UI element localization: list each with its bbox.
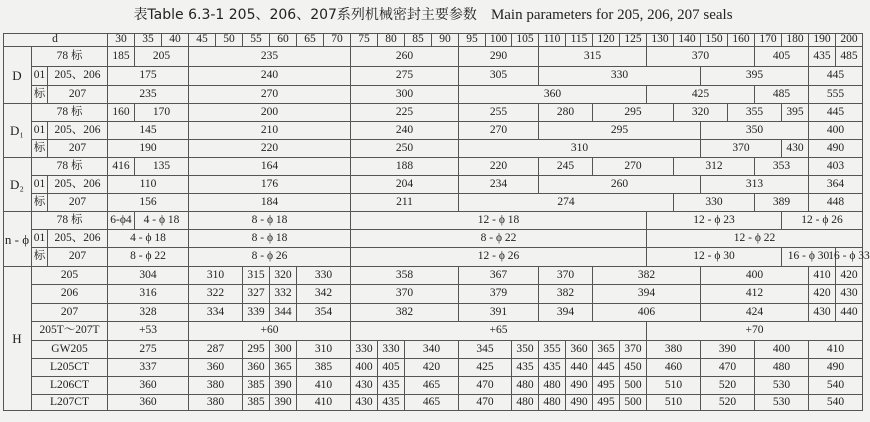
h-row-l205ct: 360 bbox=[243, 359, 270, 377]
h-row-gw205: 345 bbox=[459, 341, 512, 359]
h-row-label: 207 bbox=[32, 304, 108, 322]
group-01-label: 01 bbox=[32, 67, 48, 86]
h-row-l207ct: 510 bbox=[647, 395, 701, 411]
h-row-gw205: 400 bbox=[755, 341, 809, 359]
h-row-l206ct: 530 bbox=[755, 377, 809, 395]
header-d-value: 130 bbox=[647, 33, 674, 47]
h-row-gw205: 390 bbox=[701, 341, 755, 359]
h-row-205: 382 bbox=[593, 267, 701, 285]
header-d-value: 190 bbox=[809, 33, 836, 47]
nphi-row-205-206: 8 - ϕ 18 bbox=[189, 230, 351, 248]
nphi-row-78: 4 - ϕ 18 bbox=[135, 212, 189, 230]
d1-row-207: 190 bbox=[108, 140, 189, 158]
h-row-207: 440 bbox=[836, 304, 863, 322]
h-row-gw205: 355 bbox=[539, 341, 566, 359]
d-row-78: 290 bbox=[459, 47, 539, 67]
h-row-l207ct: 385 bbox=[243, 395, 270, 411]
d-row-207: 555 bbox=[809, 86, 863, 104]
d2-row-78: 164 bbox=[189, 158, 351, 176]
nphi-row-207: 8 - ϕ 22 bbox=[108, 248, 189, 267]
section-label: D bbox=[3, 47, 32, 104]
h-row-207: 328 bbox=[108, 304, 189, 322]
h-row-l205ct: 480 bbox=[755, 359, 809, 377]
section-label: H bbox=[3, 267, 32, 411]
d-row-78: 370 bbox=[647, 47, 755, 67]
d1-row-207: 310 bbox=[459, 140, 701, 158]
h-row-205: 420 bbox=[836, 267, 863, 285]
h-row-l207ct: 360 bbox=[108, 395, 189, 411]
h-row-l207ct: 410 bbox=[297, 395, 351, 411]
h-row-l205ct: 490 bbox=[809, 359, 863, 377]
h-row-l205ct: 470 bbox=[701, 359, 755, 377]
h-row-l207ct: 530 bbox=[755, 395, 809, 411]
nphi-row-205-206: 4 - ϕ 18 bbox=[108, 230, 189, 248]
row-label-205-206: 205、206 bbox=[48, 122, 108, 140]
h-row-gw205: 370 bbox=[620, 341, 647, 359]
h-row-l205ct: 365 bbox=[270, 359, 297, 377]
d2-row-78: 188 bbox=[351, 158, 459, 176]
h-row-gw205: 410 bbox=[809, 341, 863, 359]
d1-row-78: 320 bbox=[674, 104, 728, 122]
d1-row-205-206: 295 bbox=[539, 122, 701, 140]
h-row-l205ct: 440 bbox=[566, 359, 593, 377]
h-row-l207ct: 540 bbox=[809, 395, 863, 411]
nphi-row-207: 16 - ϕ 30 bbox=[782, 248, 836, 267]
d1-row-205-206: 400 bbox=[809, 122, 863, 140]
row-label-207: 207 bbox=[48, 140, 108, 158]
h-row-207: 354 bbox=[297, 304, 351, 322]
nphi-row-78: 12 - ϕ 26 bbox=[782, 212, 863, 230]
h-row-205: 370 bbox=[539, 267, 593, 285]
d-row-205-206: 330 bbox=[539, 67, 701, 86]
std-label: 78 标 bbox=[32, 212, 108, 230]
d1-row-78: 355 bbox=[728, 104, 782, 122]
h-row-l206ct: 410 bbox=[297, 377, 351, 395]
header-d-value: 55 bbox=[243, 33, 270, 47]
header-d-value: 100 bbox=[486, 33, 512, 47]
h-row-gw205: 300 bbox=[270, 341, 297, 359]
h-row-206: 394 bbox=[593, 285, 701, 304]
group-01-label: 01 bbox=[32, 122, 48, 140]
h-row-l207ct: 495 bbox=[593, 395, 620, 411]
h-row-l206ct: 510 bbox=[647, 377, 701, 395]
row-label-205-206: 205、206 bbox=[48, 176, 108, 194]
h-row-l206ct: 495 bbox=[593, 377, 620, 395]
h-row-205t-207t: +65 bbox=[351, 322, 647, 341]
h-row-205: 367 bbox=[459, 267, 539, 285]
table-title bbox=[0, 4, 866, 24]
d-row-205-206: 445 bbox=[809, 67, 863, 86]
h-row-label: 205 bbox=[32, 267, 108, 285]
d1-row-78: 170 bbox=[135, 104, 189, 122]
d1-row-207: 250 bbox=[351, 140, 459, 158]
nphi-row-205-206: 8 - ϕ 22 bbox=[351, 230, 647, 248]
h-row-l205ct: 337 bbox=[108, 359, 189, 377]
d2-row-78: 245 bbox=[539, 158, 593, 176]
std-label: 78 标 bbox=[32, 47, 108, 67]
h-row-label: L205CT bbox=[32, 359, 108, 377]
row-label-205-206: 205、206 bbox=[48, 67, 108, 86]
d2-row-207: 211 bbox=[351, 194, 459, 212]
d-row-205-206: 175 bbox=[108, 67, 189, 86]
d-row-207: 300 bbox=[351, 86, 459, 104]
d2-row-205-206: 110 bbox=[108, 176, 189, 194]
header-d-value: 110 bbox=[539, 33, 566, 47]
header-d-value: 180 bbox=[782, 33, 809, 47]
h-row-gw205: 350 bbox=[512, 341, 539, 359]
d-row-78: 405 bbox=[755, 47, 809, 67]
d-row-205-206: 305 bbox=[459, 67, 539, 86]
d-row-207: 360 bbox=[459, 86, 647, 104]
h-row-207: 382 bbox=[351, 304, 459, 322]
nphi-row-207: 8 - ϕ 26 bbox=[189, 248, 351, 267]
d1-row-78: 200 bbox=[189, 104, 351, 122]
h-row-205: 304 bbox=[108, 267, 189, 285]
d-row-78: 185 bbox=[108, 47, 135, 67]
h-row-l205ct: 385 bbox=[297, 359, 351, 377]
h-row-206: 316 bbox=[108, 285, 189, 304]
h-row-206: 370 bbox=[351, 285, 459, 304]
h-row-l205ct: 435 bbox=[512, 359, 539, 377]
d2-row-205-206: 204 bbox=[351, 176, 459, 194]
d-row-207: 425 bbox=[647, 86, 755, 104]
d2-row-78: 220 bbox=[459, 158, 539, 176]
d1-row-205-206: 145 bbox=[108, 122, 189, 140]
h-row-l206ct: 480 bbox=[512, 377, 539, 395]
header-d-value: 85 bbox=[405, 33, 432, 47]
h-row-label: 206 bbox=[32, 285, 108, 304]
h-row-l206ct: 480 bbox=[539, 377, 566, 395]
d1-row-205-206: 270 bbox=[459, 122, 539, 140]
h-row-l207ct: 480 bbox=[539, 395, 566, 411]
h-row-206: 430 bbox=[836, 285, 863, 304]
h-row-label: L207CT bbox=[32, 395, 108, 411]
h-row-l207ct: 480 bbox=[512, 395, 539, 411]
d2-row-207: 330 bbox=[674, 194, 755, 212]
h-row-206: 327 bbox=[243, 285, 270, 304]
h-row-l205ct: 435 bbox=[539, 359, 566, 377]
d1-row-78: 160 bbox=[108, 104, 135, 122]
d2-row-207: 156 bbox=[108, 194, 189, 212]
h-row-205: 400 bbox=[701, 267, 809, 285]
h-row-207: 344 bbox=[270, 304, 297, 322]
header-d-value: 60 bbox=[270, 33, 297, 47]
h-row-l207ct: 435 bbox=[378, 395, 405, 411]
d2-row-207: 389 bbox=[755, 194, 809, 212]
d2-row-205-206: 313 bbox=[701, 176, 809, 194]
h-row-l205ct: 445 bbox=[593, 359, 620, 377]
d1-row-207: 370 bbox=[701, 140, 782, 158]
h-row-l205ct: 460 bbox=[647, 359, 701, 377]
d1-row-78: 225 bbox=[351, 104, 459, 122]
d1-row-78: 295 bbox=[593, 104, 674, 122]
nphi-row-78: 12 - ϕ 18 bbox=[351, 212, 647, 230]
h-row-l207ct: 465 bbox=[405, 395, 459, 411]
h-row-l206ct: 360 bbox=[108, 377, 189, 395]
h-row-label: GW205 bbox=[32, 341, 108, 359]
h-row-gw205: 287 bbox=[189, 341, 243, 359]
h-row-l205ct: 425 bbox=[459, 359, 512, 377]
h-row-l206ct: 540 bbox=[809, 377, 863, 395]
header-d-value: 40 bbox=[162, 33, 189, 47]
h-row-207: 334 bbox=[189, 304, 243, 322]
h-row-l205ct: 400 bbox=[351, 359, 378, 377]
d-row-205-206: 275 bbox=[351, 67, 459, 86]
d1-row-207: 490 bbox=[809, 140, 863, 158]
header-d-value: 95 bbox=[459, 33, 486, 47]
d2-row-205-206: 260 bbox=[539, 176, 701, 194]
h-row-label: 205T～207T bbox=[32, 322, 108, 341]
section-label: n - ϕ bbox=[3, 212, 32, 267]
row-label-205-206: 205、206 bbox=[48, 230, 108, 248]
d-row-207: 270 bbox=[189, 86, 351, 104]
d2-row-78: 403 bbox=[809, 158, 863, 176]
nphi-row-78: 12 - ϕ 23 bbox=[647, 212, 782, 230]
group-01-label: 01 bbox=[32, 176, 48, 194]
row-label-207: 207 bbox=[48, 86, 108, 104]
h-row-206: 379 bbox=[459, 285, 539, 304]
d2-row-207: 448 bbox=[809, 194, 863, 212]
h-row-label: L206CT bbox=[32, 377, 108, 395]
h-row-l206ct: 470 bbox=[459, 377, 512, 395]
header-d-value: 70 bbox=[324, 33, 351, 47]
nphi-row-207: 12 - ϕ 26 bbox=[351, 248, 647, 267]
h-row-l206ct: 465 bbox=[405, 377, 459, 395]
h-row-gw205: 310 bbox=[297, 341, 351, 359]
group-biao-label: 标 bbox=[32, 86, 48, 104]
group-biao-label: 标 bbox=[32, 140, 48, 158]
header-d-value: 45 bbox=[189, 33, 216, 47]
nphi-row-207: 16 - ϕ 33 bbox=[836, 248, 863, 267]
h-row-l205ct: 450 bbox=[620, 359, 647, 377]
header-d-value: 35 bbox=[135, 33, 162, 47]
nphi-row-207: 12 - ϕ 30 bbox=[647, 248, 782, 267]
row-label-207: 207 bbox=[48, 194, 108, 212]
d-row-78: 260 bbox=[351, 47, 459, 67]
h-row-l207ct: 430 bbox=[351, 395, 378, 411]
d-row-78: 485 bbox=[836, 47, 863, 67]
h-row-l206ct: 380 bbox=[189, 377, 243, 395]
h-row-l205ct: 405 bbox=[378, 359, 405, 377]
d1-row-207: 430 bbox=[782, 140, 809, 158]
h-row-gw205: 380 bbox=[647, 341, 701, 359]
h-row-l206ct: 520 bbox=[701, 377, 755, 395]
h-row-207: 430 bbox=[809, 304, 836, 322]
d2-row-78: 416 bbox=[108, 158, 135, 176]
parameter-table bbox=[0, 32, 870, 422]
h-row-207: 406 bbox=[593, 304, 701, 322]
d-row-78: 235 bbox=[189, 47, 351, 67]
d1-row-205-206: 210 bbox=[189, 122, 351, 140]
d2-row-205-206: 176 bbox=[189, 176, 351, 194]
group-01-label: 01 bbox=[32, 230, 48, 248]
group-biao-label: 标 bbox=[32, 248, 48, 267]
std-label: 78 标 bbox=[32, 104, 108, 122]
h-row-l206ct: 435 bbox=[378, 377, 405, 395]
d-row-78: 205 bbox=[135, 47, 189, 67]
d1-row-207: 220 bbox=[189, 140, 351, 158]
row-label-207: 207 bbox=[48, 248, 108, 267]
h-row-l206ct: 390 bbox=[270, 377, 297, 395]
h-row-205: 330 bbox=[297, 267, 351, 285]
header-d-label: d bbox=[3, 33, 108, 47]
header-d-value: 120 bbox=[593, 33, 620, 47]
h-row-205: 320 bbox=[270, 267, 297, 285]
d1-row-78: 395 bbox=[782, 104, 809, 122]
h-row-gw205: 340 bbox=[405, 341, 459, 359]
d1-row-78: 445 bbox=[809, 104, 863, 122]
d-row-205-206: 240 bbox=[189, 67, 351, 86]
h-row-gw205: 330 bbox=[351, 341, 378, 359]
h-row-205t-207t: +70 bbox=[647, 322, 863, 341]
d2-row-207: 184 bbox=[189, 194, 351, 212]
d-row-78: 435 bbox=[809, 47, 836, 67]
h-row-206: 382 bbox=[539, 285, 593, 304]
d-row-207: 485 bbox=[755, 86, 809, 104]
h-row-205: 310 bbox=[189, 267, 243, 285]
d-row-207: 235 bbox=[108, 86, 189, 104]
d2-row-205-206: 364 bbox=[809, 176, 863, 194]
nphi-row-78: 6-ϕ4 bbox=[108, 212, 135, 230]
h-row-205t-207t: +60 bbox=[189, 322, 351, 341]
h-row-206: 420 bbox=[809, 285, 836, 304]
header-d-value: 75 bbox=[351, 33, 378, 47]
header-d-value: 200 bbox=[836, 33, 863, 47]
title-chinese: 表Table 6.3-1 205、206、207系列机械密封主要参数 bbox=[133, 7, 477, 23]
header-d-value: 105 bbox=[512, 33, 539, 47]
d1-row-205-206: 240 bbox=[351, 122, 459, 140]
header-d-value: 160 bbox=[728, 33, 755, 47]
h-row-206: 412 bbox=[701, 285, 809, 304]
section-label: D₁ bbox=[3, 104, 32, 158]
group-biao-label: 标 bbox=[32, 194, 48, 212]
h-row-l205ct: 360 bbox=[189, 359, 243, 377]
h-row-207: 391 bbox=[459, 304, 539, 322]
header-d-value: 30 bbox=[108, 33, 135, 47]
section-label: D₂ bbox=[3, 158, 32, 212]
d2-row-78: 353 bbox=[755, 158, 809, 176]
d2-row-207: 274 bbox=[459, 194, 674, 212]
h-row-gw205: 365 bbox=[593, 341, 620, 359]
d2-row-205-206: 234 bbox=[459, 176, 539, 194]
d1-row-205-206: 350 bbox=[701, 122, 809, 140]
h-row-l207ct: 500 bbox=[620, 395, 647, 411]
d1-row-78: 255 bbox=[459, 104, 539, 122]
header-d-value: 125 bbox=[620, 33, 647, 47]
header-d-value: 150 bbox=[701, 33, 728, 47]
h-row-l207ct: 470 bbox=[459, 395, 512, 411]
h-row-207: 424 bbox=[701, 304, 809, 322]
std-label: 78 标 bbox=[32, 158, 108, 176]
h-row-207: 339 bbox=[243, 304, 270, 322]
h-row-l207ct: 390 bbox=[270, 395, 297, 411]
d2-row-78: 270 bbox=[593, 158, 674, 176]
h-row-206: 332 bbox=[270, 285, 297, 304]
h-row-205: 315 bbox=[243, 267, 270, 285]
d-row-205-206: 395 bbox=[701, 67, 809, 86]
header-d-value: 170 bbox=[755, 33, 782, 47]
d2-row-78: 135 bbox=[135, 158, 189, 176]
h-row-l207ct: 490 bbox=[566, 395, 593, 411]
h-row-gw205: 295 bbox=[243, 341, 270, 359]
h-row-206: 322 bbox=[189, 285, 243, 304]
h-row-207: 394 bbox=[539, 304, 593, 322]
d-row-78: 315 bbox=[539, 47, 647, 67]
header-d-value: 50 bbox=[216, 33, 243, 47]
h-row-l206ct: 430 bbox=[351, 377, 378, 395]
nphi-row-78: 8 - ϕ 18 bbox=[189, 212, 351, 230]
h-row-205: 358 bbox=[351, 267, 459, 285]
header-d-value: 90 bbox=[432, 33, 459, 47]
header-d-value: 140 bbox=[674, 33, 701, 47]
d1-row-78: 280 bbox=[539, 104, 593, 122]
h-row-l206ct: 490 bbox=[566, 377, 593, 395]
d2-row-78: 312 bbox=[674, 158, 755, 176]
title-english: Main parameters for 205, 206, 207 seals bbox=[490, 7, 733, 23]
h-row-gw205: 275 bbox=[108, 341, 189, 359]
h-row-l207ct: 380 bbox=[189, 395, 243, 411]
h-row-206: 342 bbox=[297, 285, 351, 304]
h-row-205: 410 bbox=[809, 267, 836, 285]
h-row-gw205: 330 bbox=[378, 341, 405, 359]
h-row-gw205: 360 bbox=[566, 341, 593, 359]
header-d-value: 65 bbox=[297, 33, 324, 47]
header-d-value: 80 bbox=[378, 33, 405, 47]
h-row-l206ct: 385 bbox=[243, 377, 270, 395]
h-row-205t-207t: +53 bbox=[108, 322, 189, 341]
header-d-value: 115 bbox=[566, 33, 593, 47]
h-row-l205ct: 420 bbox=[405, 359, 459, 377]
h-row-l206ct: 500 bbox=[620, 377, 647, 395]
nphi-row-205-206: 12 - ϕ 22 bbox=[647, 230, 863, 248]
h-row-l207ct: 520 bbox=[701, 395, 755, 411]
